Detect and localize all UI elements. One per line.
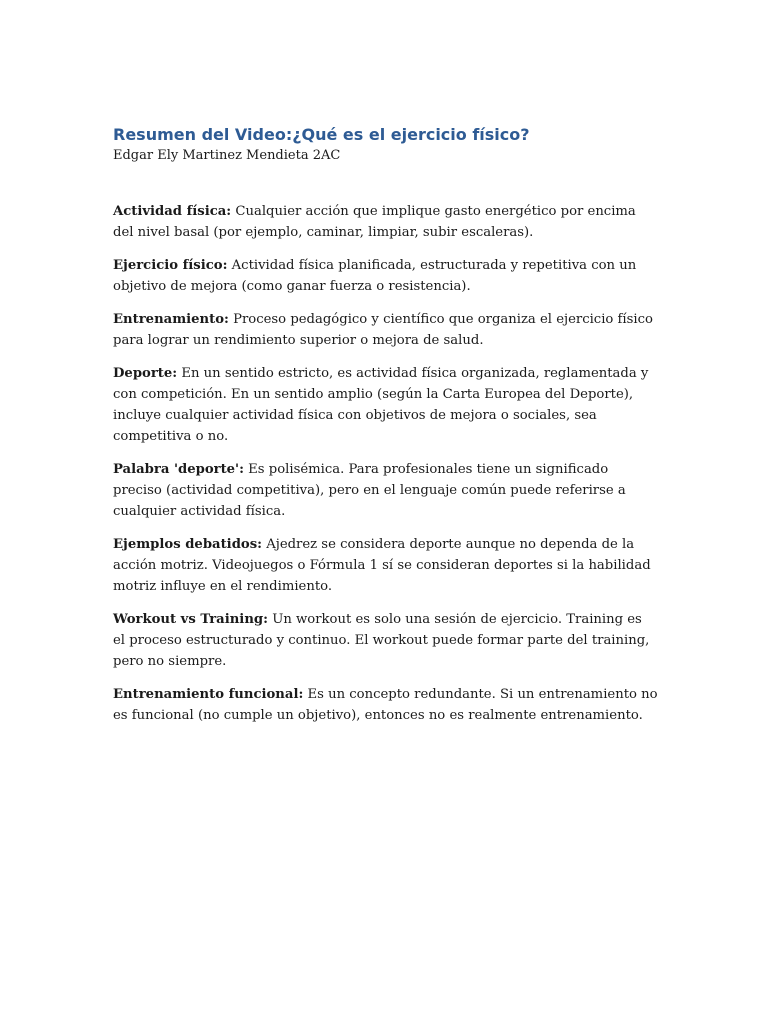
section-text: En un sentido estricto, es actividad física organizada, reglamentada y con competición. En un sentido amplio (según la Carta Europea del Deporte), incluye cualquier actividad física con objetivos de mejora o sociales, sea competitiva o no. bbox=[113, 366, 649, 444]
section-text: Actividad física planificada, estructurada y repetitiva con un objetivo de mejora (como ganar fuerza o resistencia). bbox=[113, 258, 637, 294]
section-text: Es un concepto redundante. Si un entrenamiento no es funcional (no cumple un objetivo), entonces no es realmente entrenamiento. bbox=[113, 687, 658, 723]
section-entrenamiento-funcional bbox=[113, 684, 658, 726]
section-term: Deporte: bbox=[113, 366, 178, 381]
document-content bbox=[113, 124, 658, 738]
section-entrenamiento bbox=[113, 309, 658, 351]
section-term: Entrenamiento: bbox=[113, 312, 229, 327]
section-term: Ejercicio físico: bbox=[113, 258, 228, 273]
section-term: Palabra 'deporte': bbox=[113, 462, 244, 477]
section-term: Workout vs Training: bbox=[113, 612, 268, 627]
section-ejercicio-fisico bbox=[113, 255, 658, 297]
section-text: Un workout es solo una sesión de ejercicio. Training es el proceso estructurado y continuo. El workout puede formar parte del training, pero no siempre. bbox=[113, 612, 650, 669]
section-text: Es polisémica. Para profesionales tiene un significado preciso (actividad competitiva), pero en el lenguaje común puede referirse a cualquier actividad física. bbox=[113, 462, 626, 519]
section-text: Proceso pedagógico y científico que organiza el ejercicio físico para lograr un rendimiento superior o mejora de salud. bbox=[113, 312, 653, 348]
section-text: Ajedrez se considera deporte aunque no dependa de la acción motriz. Videojuegos o Fórmula 1 sí se consideran deportes si la habilidad motriz influye en el rendimiento. bbox=[113, 537, 651, 594]
section-workout-vs-training bbox=[113, 609, 658, 672]
section-deporte bbox=[113, 363, 658, 447]
section-ejemplos-debatidos bbox=[113, 534, 658, 597]
section-actividad-fisica bbox=[113, 201, 658, 243]
summary-sections bbox=[113, 201, 658, 726]
section-term: Entrenamiento funcional: bbox=[113, 687, 304, 702]
section-term: Ejemplos debatidos: bbox=[113, 537, 262, 552]
section-text: Cualquier acción que implique gasto energético por encima del nivel basal (por ejemplo, caminar, limpiar, subir escaleras). bbox=[113, 204, 636, 240]
document-author: Edgar Ely Martinez Mendieta 2AC bbox=[113, 148, 341, 163]
section-term: Actividad física: bbox=[113, 204, 232, 219]
document-title: Resumen del Video:¿Qué es el ejercicio físico? bbox=[113, 125, 530, 144]
section-palabra-deporte bbox=[113, 459, 658, 522]
